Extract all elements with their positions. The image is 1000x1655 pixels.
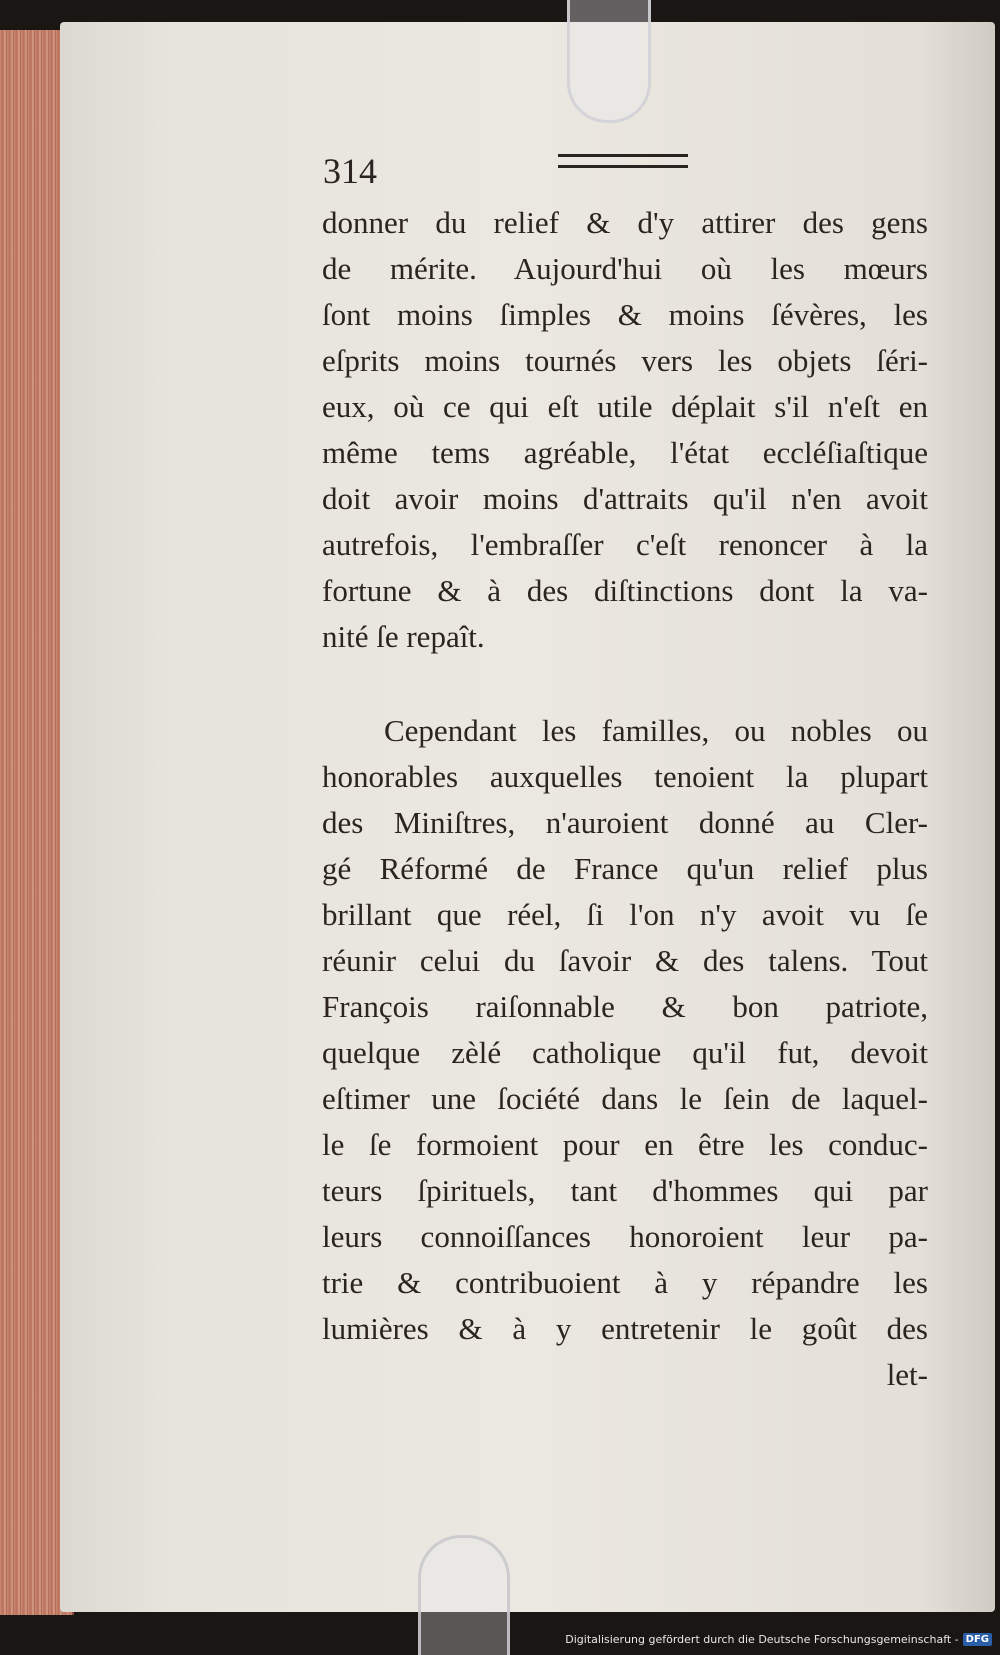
catchword: let-	[886, 1357, 928, 1392]
paragraph-gap	[322, 660, 928, 708]
text-line: lumières & à y entretenir le goût des	[322, 1311, 928, 1346]
paragraph-2	[322, 708, 928, 1352]
text-line: réunir celui du ſavoir & des talens. Tout	[322, 943, 928, 978]
text-line: même tems agréable, l'état eccléſiaſtique	[322, 435, 928, 470]
text-line: nité ſe repaît.	[322, 619, 485, 654]
paragraph-1	[322, 200, 928, 660]
text-line: François raiſonnable & bon patriote,	[322, 989, 928, 1024]
text-line: trie & contribuoient à y répandre les	[322, 1265, 928, 1300]
page-clip-bottom	[418, 1535, 510, 1655]
text-line: eſprits moins tournés vers les objets ſéri-	[322, 343, 928, 378]
body-text	[322, 200, 928, 1398]
footer-credit: Digitalisierung gefördert durch die Deutsche Forschungsgemeinschaft -	[565, 1633, 959, 1646]
text-line: teurs ſpirituels, tant d'hommes qui par	[322, 1173, 928, 1208]
text-line: fortune & à des diſtinctions dont la va-	[322, 573, 928, 608]
text-line: eux, où ce qui eſt utile déplait s'il n'eſt en	[322, 389, 928, 424]
page-number: 314	[323, 151, 377, 191]
text-line: des Miniſtres, n'auroient donné au Cler-	[322, 805, 928, 840]
text-line: brillant que réel, ſi l'on n'y avoit vu ſe	[322, 897, 928, 932]
text-line: eſtimer une ſociété dans le ſein de laquel-	[322, 1081, 928, 1116]
text-line: Cependant les familles, ou nobles ou	[384, 713, 928, 748]
text-line: autrefois, l'embraſſer c'eſt renoncer à la	[322, 527, 928, 562]
text-line: gé Réformé de France qu'un relief plus	[322, 851, 928, 886]
text-line: ſont moins ſimples & moins ſévères, les	[322, 297, 928, 332]
text-line: de mérite. Aujourd'hui où les mœurs	[322, 251, 928, 286]
text-line: le ſe formoient pour en être les conduc-	[322, 1127, 928, 1162]
digitization-footer	[565, 1633, 992, 1646]
dfg-logo: DFG	[963, 1633, 992, 1646]
text-line: doit avoir moins d'attraits qu'il n'en avoit	[322, 481, 928, 516]
header-rule	[558, 154, 688, 168]
text-line: quelque zèlé catholique qu'il fut, devoit	[322, 1035, 928, 1070]
text-line: honorables auxquelles tenoient la plupart	[322, 759, 928, 794]
text-line: donner du relief & d'y attirer des gens	[322, 205, 928, 240]
page-clip-top	[567, 0, 651, 123]
text-line: leurs connoiſſances honoroient leur pa-	[322, 1219, 928, 1254]
